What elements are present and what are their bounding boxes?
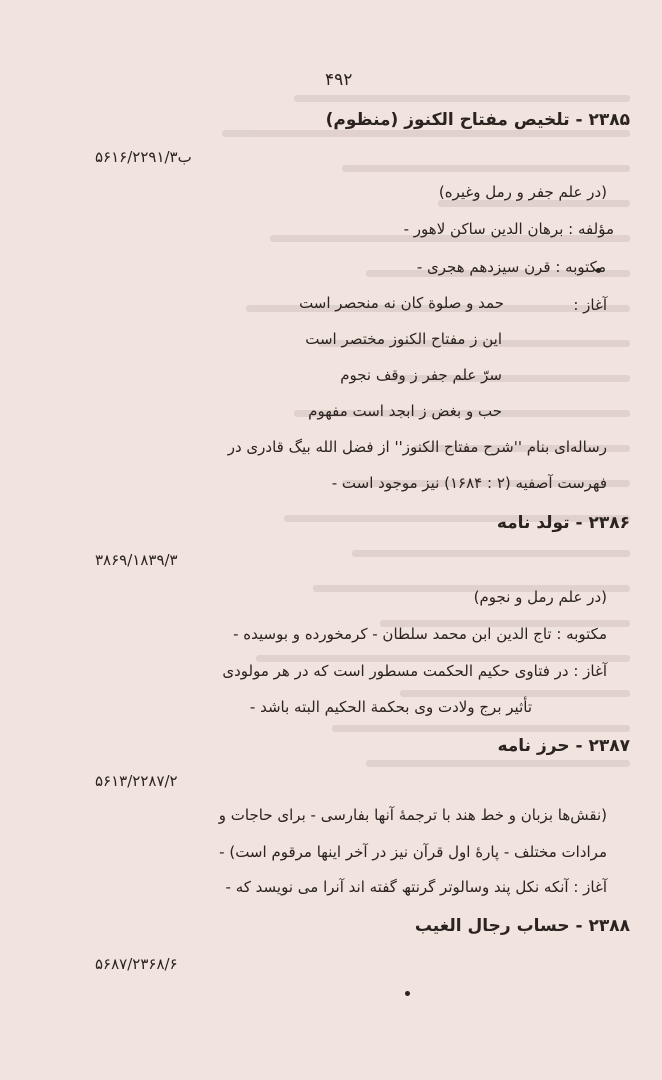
entry-2385-verse-4: حب و بغض ز ابجد است مفهوم [308,402,502,420]
entry-2387-note-line-1: (نقش‌ها بزبان و خط هند با ترجمهٔ آنها بفارسی - برای حاجات و [218,806,607,824]
entry-2385-verse-2: این ز مفتاح الکنوز مختصر است [305,330,502,348]
ink-dot [405,991,410,996]
entry-2386-opening-line-2: تأثیر برج ولادت وی بحکمة الحکیم البته باشد - [249,698,532,716]
entry-2385-verse-3: سرّ علم جفر ز وقف نجوم [340,366,502,384]
entry-2386-heading: ۲۳۸۶ - تولد نامه [496,513,630,533]
entry-2385-verse-1: حمد و صلوة کان نه منحصر است [299,294,504,312]
entry-2386-subject: (در علم رمل و نجوم) [473,588,607,606]
entry-2387-heading: ۲۳۸۷ - حرز نامه [497,736,630,756]
entry-2385-heading: ۲۳۸۵ - تلخیص مفتاح الکنوز (منظوم) [325,110,630,130]
entry-2387-note-line-2: مرادات مختلف - پارهٔ اول قرآن نیز در آخر اینها مرقوم است) - [219,843,607,861]
entry-2386-opening-line-1: آغاز : در فتاوی حکیم الحکمت مسطور است که در هر مولودی [222,662,607,680]
entry-2388-heading: ۲۳۸۸ - حساب رجال الغیب [414,916,630,936]
entry-2385-written: مکتوبه : قرن سیزدهم هجری - [416,258,606,276]
entry-2386-written: مکتوبه : تاج الدین ابن محمد سلطان - کرمخورده و بوسیده - [233,625,607,643]
entry-2387-code: ۵۶۱۳/۲۲۸۷/۲ [95,772,178,790]
entry-2388-code: ۵۶۸۷/۲۳۶۸/۶ [95,955,178,973]
entry-2385-author: مؤلفه : برهان الدین ساکن لاهور - [403,220,614,238]
entry-2386-code: ۳۸۶۹/۱۸۳۹/۳ [95,551,178,569]
entry-2385-subject: (در علم جفر و رمل وغیره) [438,183,607,201]
entry-2385-code: ب۵۶۱۶/۲۲۹۱/۳ [95,148,192,166]
entry-2385-opening-label: آغاز : [573,296,607,314]
page-number: ۴۹۲ [325,70,353,90]
entry-2385-note-line-1: رساله‌ای بنام ''شرح مفتاح الکنوز'' از فضل الله بیگ قادری در [227,438,607,456]
entry-2387-opening: آغاز : آنکه نکل پند وسالوتر گرنتھ گفته اند آنرا می نویسد که - [225,878,607,896]
entry-2385-note-line-2: فهرست آصفیه (۲ : ۱۶۸۴) نیز موجود است - [331,474,607,492]
